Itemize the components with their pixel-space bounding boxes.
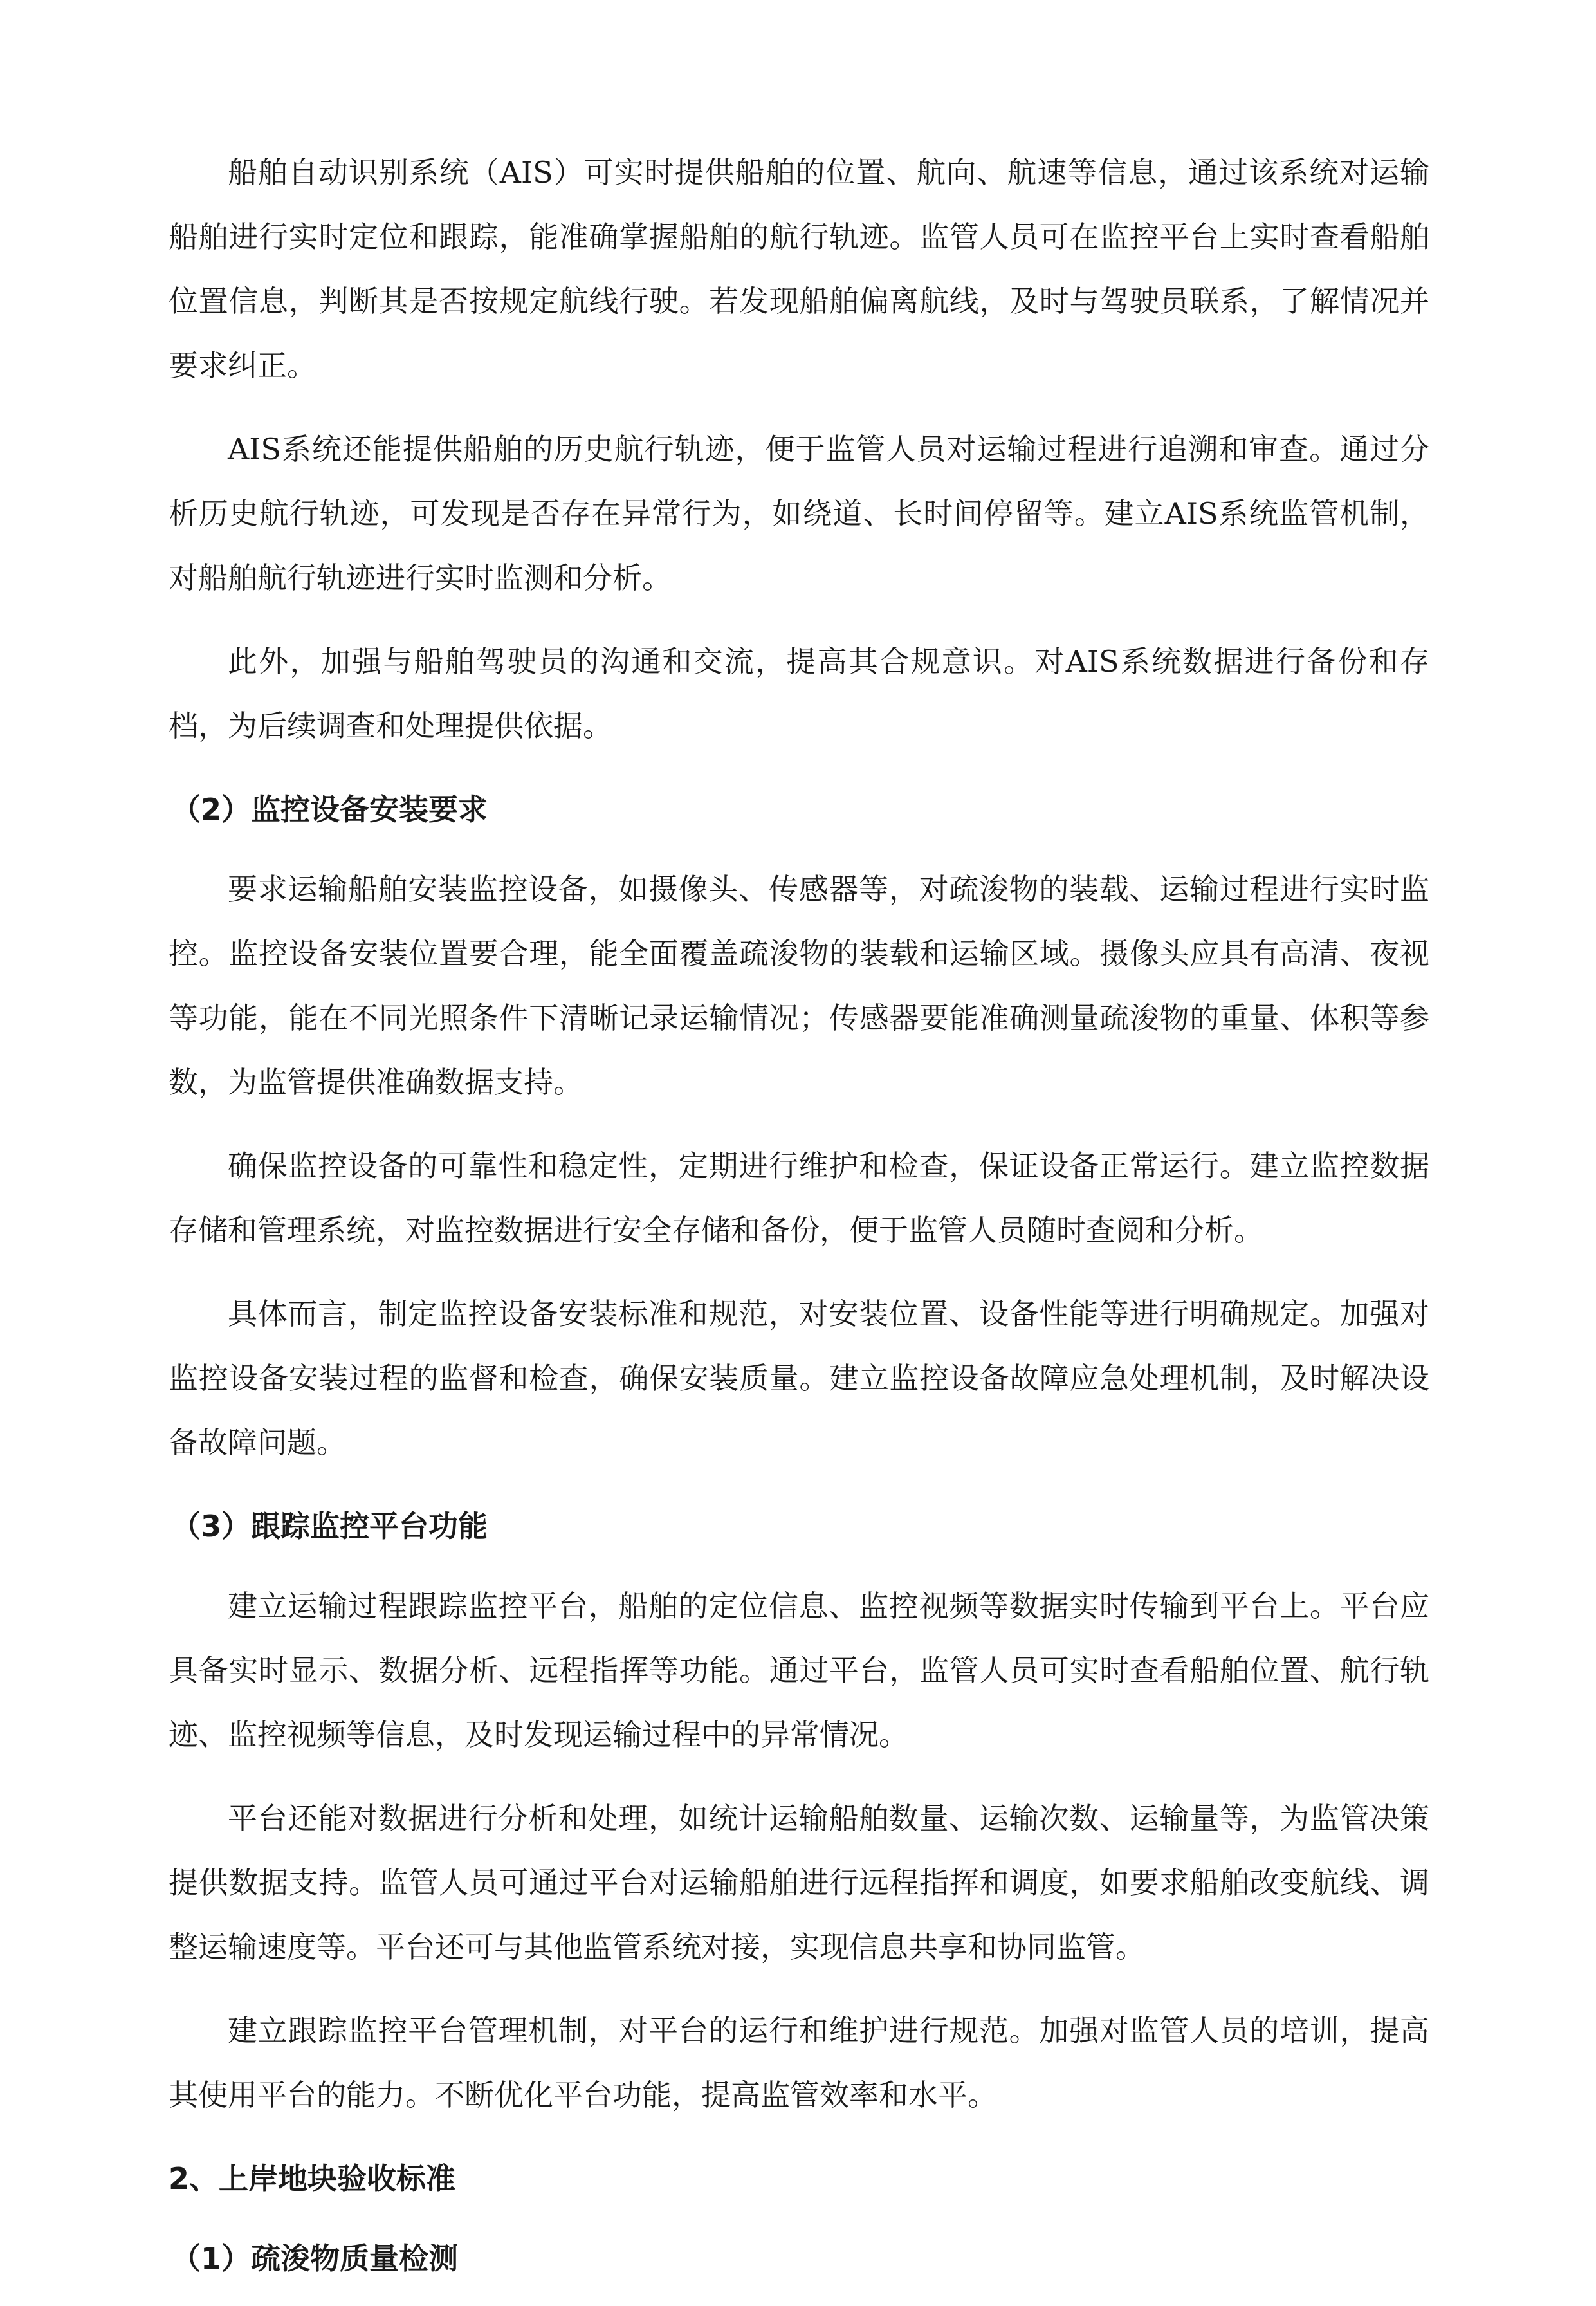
paragraph-monitoring-reliability: 确保监控设备的可靠性和稳定性，定期进行维护和检查，保证设备正常运行。建立监控数据存储和管理系统，对监控数据进行安全存储和备份，便于监管人员随时查阅和分析。 (169, 1148, 1429, 1248)
section-heading-monitoring-install: （2）监控设备安装要求 (171, 792, 488, 827)
paragraph-monitoring-standards: 具体而言，制定监控设备安装标准和规范，对安装位置、设备性能等进行明确规定。加强对监控设备安装过程的监督和检查，确保安装质量。建立监控设备故障应急处理机制，及时解决设备故障问题。 (169, 1296, 1429, 1460)
paragraph-platform-build: 建立运输过程跟踪监控平台，船舶的定位信息、监控视频等数据实时传输到平台上。平台应具备实时显示、数据分析、远程指挥等功能。通过平台，监管人员可实时查看船舶位置、航行轨迹、监控视频等信息，及时发现运输过程中的异常情况。 (169, 1589, 1429, 1752)
paragraph-monitoring-requirements: 要求运输船舶安装监控设备，如摄像头、传感器等，对疏浚物的装载、运输过程进行实时监控。监控设备安装位置要合理，能全面覆盖疏浚物的装载和运输区域。摄像头应具有高清、夜视等功能，能在不同光照条件下清晰记录运输情况；传感器要能准确测量疏浚物的重量、体积等参数，为监管提供准确数据支持。 (169, 872, 1429, 1100)
paragraph-ais-history: AIS系统还能提供船舶的历史航行轨迹，便于监管人员对运输过程进行追溯和审查。通过分析历史航行轨迹，可发现是否存在异常行为，如绕道、长时间停留等。建立AIS系统监管机制，对船舶航行轨迹进行实时监测和分析。 (169, 432, 1429, 595)
section-heading-acceptance-standard: 2、上岸地块验收标准 (169, 2161, 456, 2196)
paragraph-ais-communication: 此外，加强与船舶驾驶员的沟通和交流，提高其合规意识。对AIS系统数据进行备份和存档，为后续调查和处理提供依据。 (169, 644, 1429, 743)
section-heading-quality-testing: （1）疏浚物质量检测 (171, 2241, 459, 2276)
paragraph-ais-realtime: 船舶自动识别系统（AIS）可实时提供船舶的位置、航向、航速等信息，通过该系统对运输船舶进行实时定位和跟踪，能准确掌握船舶的航行轨迹。监管人员可在监控平台上实时查看船舶位置信息，判断其是否按规定航线行驶。若发现船舶偏离航线，及时与驾驶员联系，了解情况并要求纠正。 (169, 155, 1429, 383)
paragraph-platform-management: 建立跟踪监控平台管理机制，对平台的运行和维护进行规范。加强对监管人员的培训，提高其使用平台的能力。不断优化平台功能，提高监管效率和水平。 (169, 2013, 1429, 2112)
document-body (169, 140, 1429, 2306)
section-heading-platform-functions: （3）跟踪监控平台功能 (171, 1509, 488, 1544)
paragraph-platform-analysis: 平台还能对数据进行分析和处理，如统计运输船舶数量、运输次数、运输量等，为监管决策提供数据支持。监管人员可通过平台对运输船舶进行远程指挥和调度，如要求船舶改变航线、调整运输速度等。平台还可与其他监管系统对接，实现信息共享和协同监管。 (169, 1801, 1429, 1964)
